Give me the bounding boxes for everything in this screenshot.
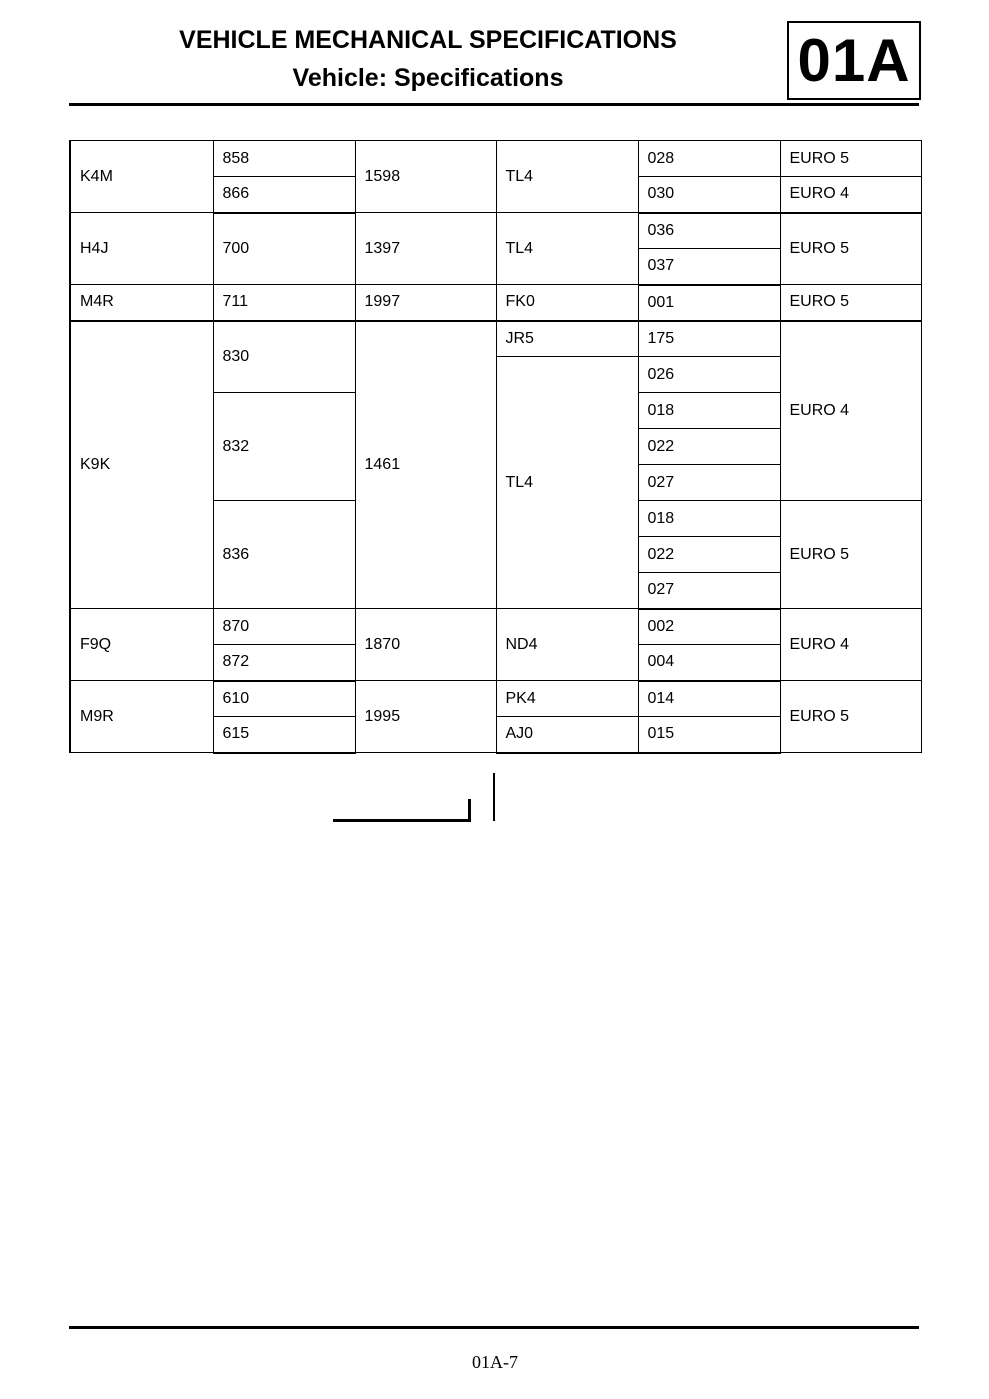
gearbox-suffix-cell: 175 bbox=[638, 321, 780, 357]
engine-index-cell: 870 bbox=[213, 609, 355, 645]
gearbox-cell: TL4 bbox=[496, 357, 638, 609]
gearbox-suffix-cell: 037 bbox=[638, 249, 780, 285]
gearbox-suffix-cell: 015 bbox=[638, 717, 780, 753]
capacity-cell: 1397 bbox=[355, 213, 496, 285]
gearbox-cell: TL4 bbox=[496, 141, 638, 213]
document-subtitle: Vehicle: Specifications bbox=[292, 64, 564, 92]
gearbox-suffix-cell: 018 bbox=[638, 501, 780, 537]
specifications-table bbox=[69, 140, 922, 754]
emission-standard-cell: EURO 5 bbox=[780, 141, 921, 177]
document-title: VEHICLE MECHANICAL SPECIFICATIONS bbox=[179, 26, 677, 54]
stray-line-horizontal bbox=[333, 819, 471, 822]
page-number: 01A-7 bbox=[472, 1352, 518, 1372]
emission-standard-cell: EURO 5 bbox=[780, 681, 921, 753]
engine-index-cell: 830 bbox=[213, 321, 355, 393]
gearbox-cell: TL4 bbox=[496, 213, 638, 285]
gearbox-suffix-cell: 026 bbox=[638, 357, 780, 393]
capacity-cell: 1870 bbox=[355, 609, 496, 681]
section-badge: 01A bbox=[787, 21, 921, 100]
table-row bbox=[70, 141, 921, 177]
stray-line-corner bbox=[468, 799, 471, 822]
gearbox-suffix-cell: 002 bbox=[638, 609, 780, 645]
emission-standard-cell: EURO 5 bbox=[780, 213, 921, 285]
gearbox-cell: ND4 bbox=[496, 609, 638, 681]
capacity-cell: 1598 bbox=[355, 141, 496, 213]
gearbox-suffix-cell: 027 bbox=[638, 465, 780, 501]
engine-type-cell: M9R bbox=[70, 681, 213, 753]
table-row bbox=[70, 285, 921, 321]
engine-index-cell: 832 bbox=[213, 393, 355, 501]
emission-standard-cell: EURO 4 bbox=[780, 609, 921, 681]
engine-index-cell: 836 bbox=[213, 501, 355, 609]
header-rule bbox=[69, 103, 919, 106]
gearbox-suffix-cell: 027 bbox=[638, 573, 780, 609]
gearbox-suffix-cell: 001 bbox=[638, 285, 780, 321]
emission-standard-cell: EURO 4 bbox=[780, 321, 921, 501]
gearbox-suffix-cell: 004 bbox=[638, 645, 780, 681]
capacity-cell: 1997 bbox=[355, 285, 496, 321]
capacity-cell: 1995 bbox=[355, 681, 496, 753]
gearbox-suffix-cell: 022 bbox=[638, 429, 780, 465]
table-row bbox=[70, 681, 921, 717]
engine-index-cell: 700 bbox=[213, 213, 355, 285]
emission-standard-cell: EURO 5 bbox=[780, 501, 921, 609]
emission-standard-cell: EURO 4 bbox=[780, 177, 921, 213]
engine-type-cell: F9Q bbox=[70, 609, 213, 681]
gearbox-suffix-cell: 014 bbox=[638, 681, 780, 717]
table-row bbox=[70, 321, 921, 357]
gearbox-cell: PK4 bbox=[496, 681, 638, 717]
gearbox-suffix-cell: 036 bbox=[638, 213, 780, 249]
gearbox-cell: AJ0 bbox=[496, 717, 638, 753]
stray-line-vertical bbox=[493, 773, 495, 821]
table-row bbox=[70, 609, 921, 645]
engine-index-cell: 866 bbox=[213, 177, 355, 213]
table-row bbox=[70, 213, 921, 249]
capacity-cell: 1461 bbox=[355, 321, 496, 609]
gearbox-suffix-cell: 022 bbox=[638, 537, 780, 573]
emission-standard-cell: EURO 5 bbox=[780, 285, 921, 321]
engine-type-cell: H4J bbox=[70, 213, 213, 285]
engine-index-cell: 711 bbox=[213, 285, 355, 321]
footer-rule bbox=[69, 1326, 919, 1329]
engine-index-cell: 615 bbox=[213, 717, 355, 753]
gearbox-suffix-cell: 030 bbox=[638, 177, 780, 213]
gearbox-cell: JR5 bbox=[496, 321, 638, 357]
engine-index-cell: 872 bbox=[213, 645, 355, 681]
gearbox-suffix-cell: 028 bbox=[638, 141, 780, 177]
engine-type-cell: K4M bbox=[70, 141, 213, 213]
gearbox-suffix-cell: 018 bbox=[638, 393, 780, 429]
engine-index-cell: 610 bbox=[213, 681, 355, 717]
engine-index-cell: 858 bbox=[213, 141, 355, 177]
engine-type-cell: M4R bbox=[70, 285, 213, 321]
gearbox-cell: FK0 bbox=[496, 285, 638, 321]
engine-type-cell: K9K bbox=[70, 321, 213, 609]
